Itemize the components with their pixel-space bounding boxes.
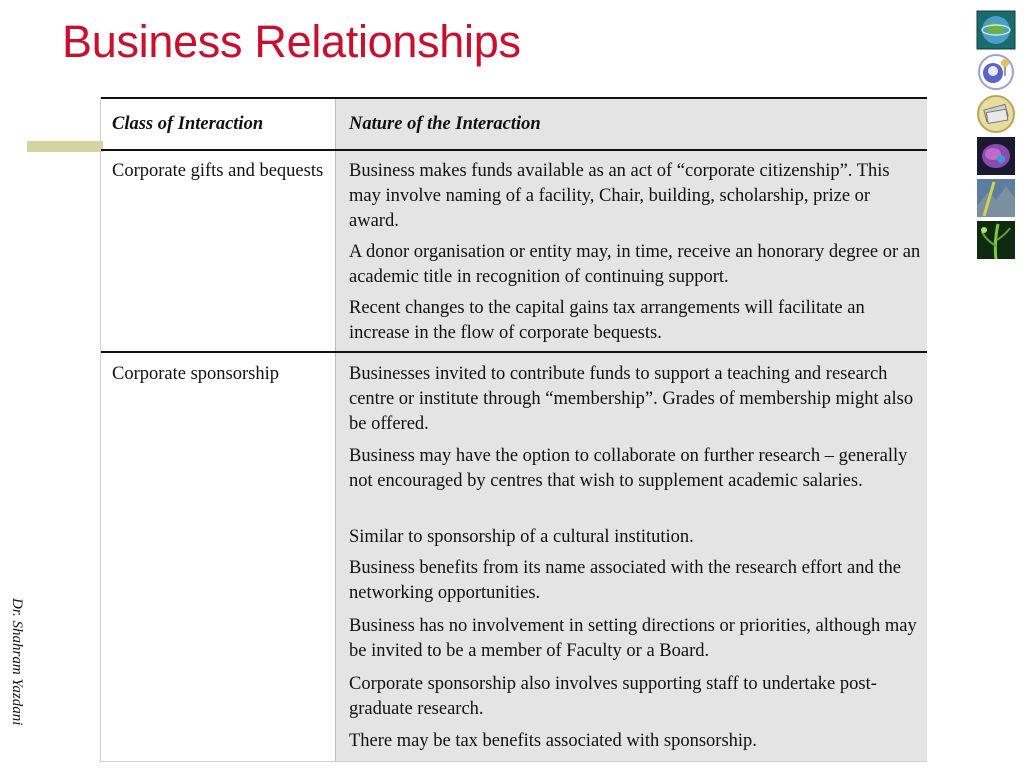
accent-bar [27,141,103,152]
header-class-of-interaction: Class of Interaction [112,114,264,134]
table-top-rule [101,97,927,99]
row2-item-4: Business benefits from its name associated with the research effort and the networking opportunities. [349,558,901,603]
row2-item-5: Business has no involvement in setting directions or priorities, although may be invited to be a member of Faculty or a Board. [349,616,917,661]
author-credit: Dr. Shahram Yazdani [9,598,25,726]
globe-icon [976,10,1016,50]
row1-item-2: A donor organisation or entity may, in time, receive an honorary degree or an academic title in recognition of continuing support. [349,242,921,287]
row-class-corporate-sponsorship: Corporate sponsorship [112,364,279,384]
row-class-corporate-gifts: Corporate gifts and bequests [112,161,324,181]
slide-title: Business Relationships [62,16,521,67]
header-rule [101,149,927,151]
row2-item-7: There may be tax benefits associated with sponsorship. [349,731,757,751]
plant-icon [976,220,1016,260]
brain-icon [976,136,1016,176]
money-icon [976,94,1016,134]
interaction-table [100,97,927,762]
row2-item-6: Corporate sponsorship also involves supporting staff to undertake post-graduate research. [349,674,877,719]
header-nature-of-interaction: Nature of the Interaction [349,114,541,134]
thumbnail-strip [976,10,1016,262]
landscape-icon [976,178,1016,218]
row2-item-3: Similar to sponsorship of a cultural institution. [349,527,694,547]
column-divider [335,99,336,761]
row2-item-2: Business may have the option to collaborate on further research – generally not encouraged by centres that wish to supplement academic salaries. [349,446,908,491]
row1-item-1: Business makes funds available as an act of “corporate citizenship”. This may involve naming of a facility, Chair, building, scholarship, prize or award. [349,161,890,231]
row-separator [101,351,927,353]
figure-icon [976,52,1016,92]
row1-item-3: Recent changes to the capital gains tax arrangements will facilitate an increase in the flow of corporate bequests. [349,298,865,343]
row2-item-1: Businesses invited to contribute funds to support a teaching and research centre or institute through “membership”. Grades of membership might also be offered. [349,364,914,434]
